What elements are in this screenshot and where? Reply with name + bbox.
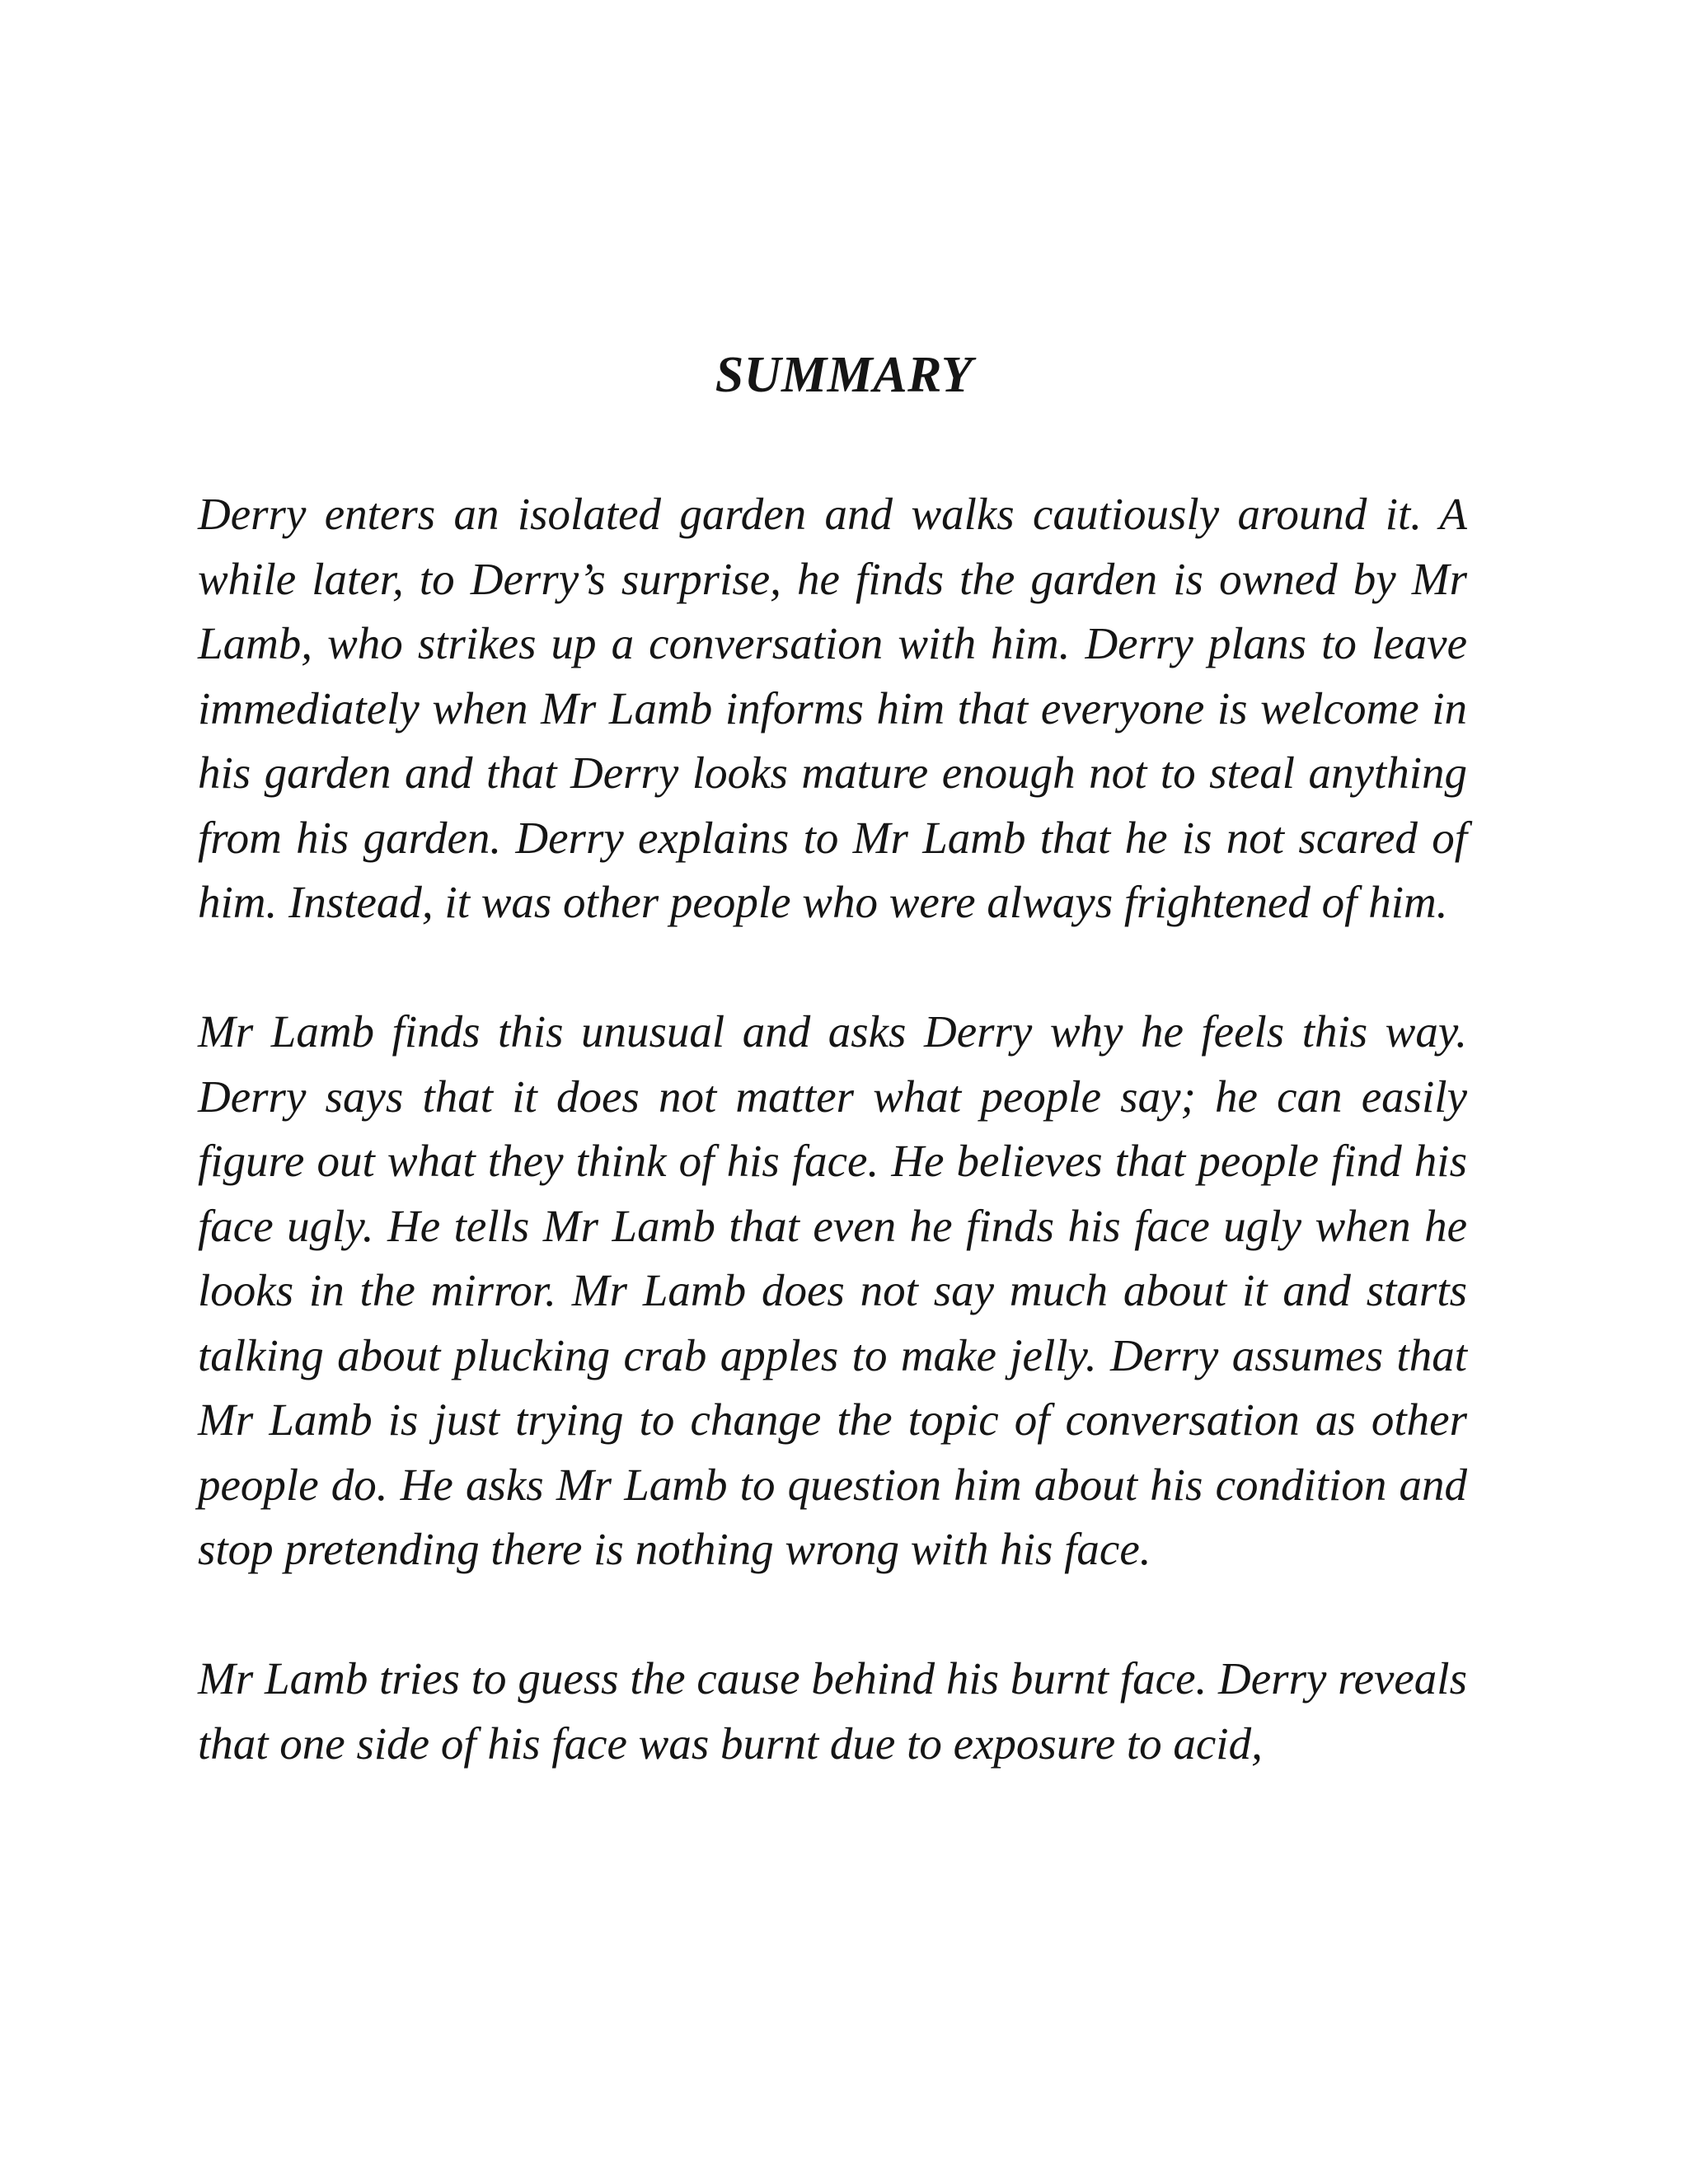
paragraph-2: Mr Lamb finds this unusual and asks Derry why he feels this way. Derry says that it does not matter what people say; he can easily figure out what they think of his face. He believes that people find his face ugly. He tells Mr Lamb that even he finds his face ugly when he looks in the mirror. Mr Lamb does not say much about it and starts talking about plucking crab apples to make jelly. Derry assumes that Mr Lamb is just trying to change the topic of conversation as other people do. He asks Mr Lamb to question him about his condition and stop pretending there is nothing wrong with his face. [198, 1006, 1467, 1574]
page-title: SUMMARY [715, 347, 973, 403]
summary-body [198, 482, 1467, 1776]
paragraph-3: Mr Lamb tries to guess the cause behind his burnt face. Derry reveals that one side of his face was burnt due to exposure to acid, [198, 1653, 1467, 1769]
paragraph-1: Derry enters an isolated garden and walks cautiously around it. A while later, to Derry’s surprise, he finds the garden is owned by Mr Lamb, who strikes up a conversation with him. Derry plans to leave immediately when Mr Lamb informs him that everyone is welcome in his garden and that Derry looks mature enough not to steal anything from his garden. Derry explains to Mr Lamb that he is not scared of him. Instead, it was other people who were always frightened of him. [198, 489, 1467, 927]
